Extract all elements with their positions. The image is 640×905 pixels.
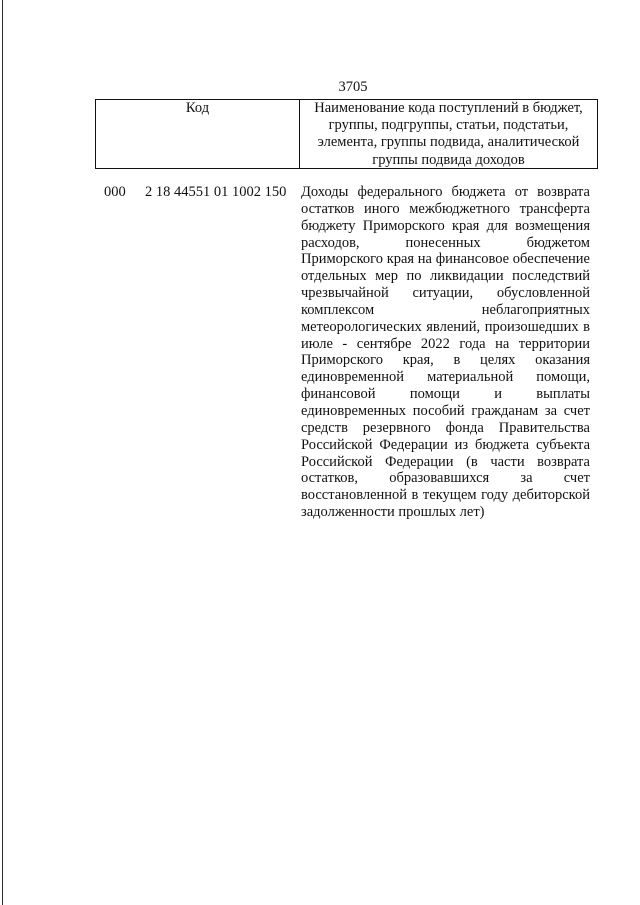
row-income-name: Доходы федерального бюджета от возврата остатков иного межбюджетного трансферта бюджету Приморского края для возмещения расходов, понесенных бюджетом Приморского края на финансовое обеспечение отдельных мер по ликвидации последствий чрезвычайной ситуации, обусловленной комплексом неблагоприятных метеорологических явлений, произошедших в июле - сентябре 2022 года на территории Приморского края, в целях оказания единовременной материальной помощи, финансовой помощи и выплаты единовременных пособий гражданам за счет средств резервного фонда Правительства Российской Федерации из бюджета субъекта Российской Федерации (в части возврата остатков, образовавшихся за счет восстановленной в текущем году дебиторской задолженности прошлых лет): [301, 184, 590, 521]
row-income-code: 2 18 44551 01 1002 150: [145, 184, 287, 200]
header-code-label: Код: [185, 100, 210, 116]
row-admin-code: 000: [104, 184, 126, 200]
scan-edge-line: [2, 0, 3, 905]
table-header: [95, 99, 598, 169]
header-name-label: Наименование кода поступлений в бюджет, группы, подгруппы, статьи, подстатьи, элемента, группы подвида, аналитической группы подвида доходов: [314, 100, 583, 168]
page-number: 3705: [338, 79, 368, 95]
